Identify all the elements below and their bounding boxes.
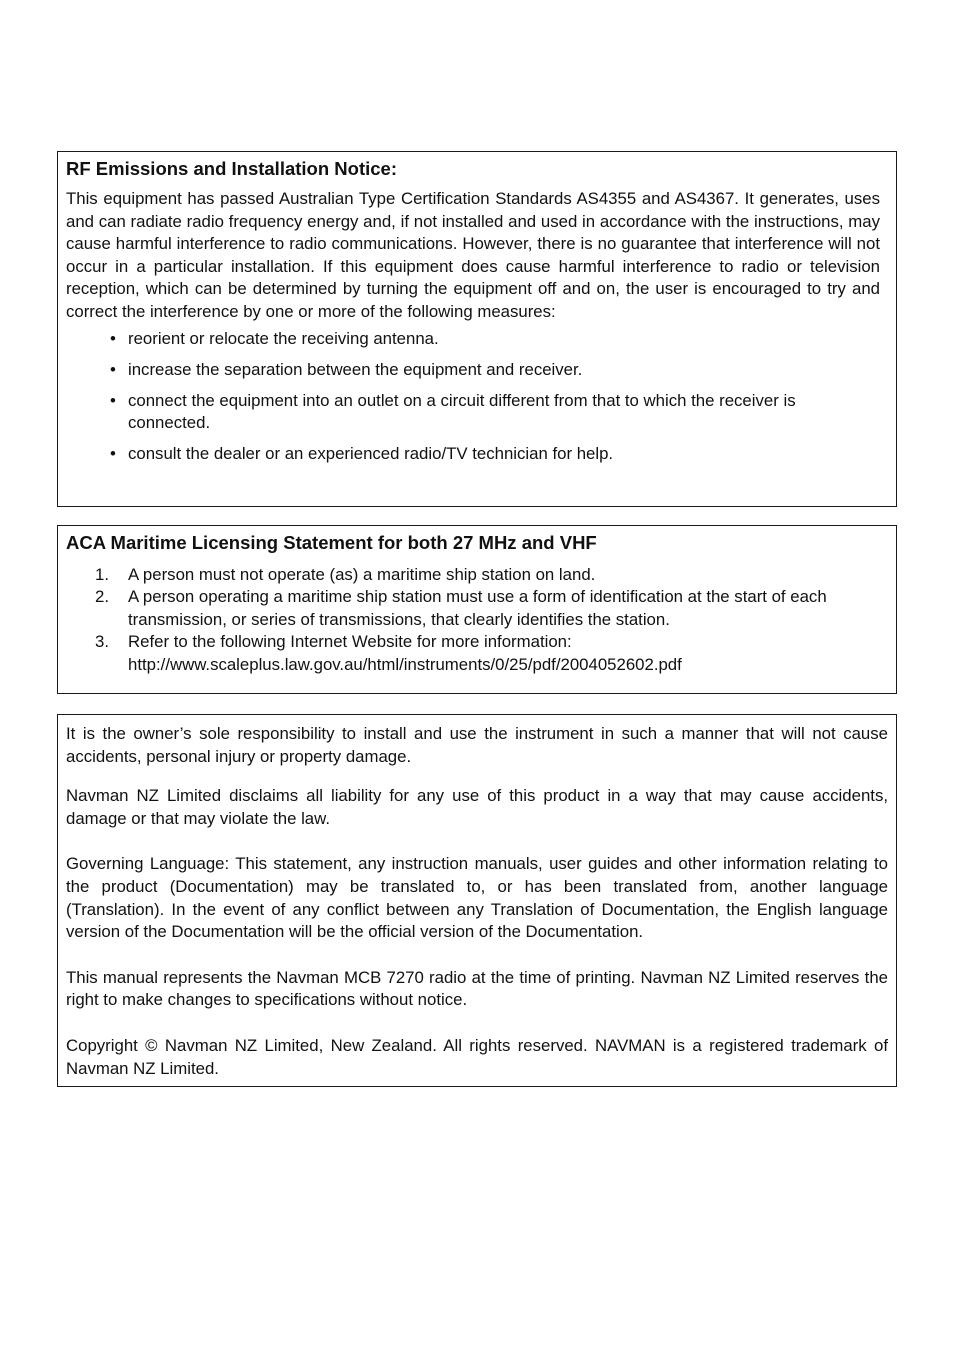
bullet-icon: • [110, 444, 116, 464]
legislation-url-link[interactable]: http://www.scaleplus.law.gov.au/html/instruments/0/25/pdf/2004052602.pdf [128, 654, 682, 674]
list-item [66, 586, 880, 631]
aca-licensing-statement [57, 525, 897, 694]
rf-measures-list [66, 328, 880, 466]
measure-text: increase the separation between the equipment and receiver. [128, 359, 583, 379]
list-item [66, 390, 880, 435]
item-text: A person must not operate (as) a maritime ship station on land. [128, 565, 596, 584]
manual-note-paragraph: This manual represents the Navman MCB 7270 radio at the time of printing. Navman NZ Limited reserves the right to make changes to specifications without notice. [66, 967, 888, 1010]
copyright-paragraph: Copyright © Navman NZ Limited, New Zealand. All rights reserved. NAVMAN is a registered trademark of Navman NZ Limited. [66, 1035, 888, 1078]
bullet-icon: • [110, 328, 116, 348]
list-item [66, 328, 880, 351]
bullet-icon: • [110, 390, 116, 410]
item-text: Refer to the following Internet Website for more information: [128, 632, 572, 652]
disclaimer-paragraph: Navman NZ Limited disclaims all liability for any use of this product in a way that may cause accidents, damage or that may violate the law. [66, 786, 888, 828]
list-item [66, 564, 880, 586]
list-item [66, 359, 880, 382]
governing-language-paragraph: Governing Language: This statement, any instruction manuals, user guides and other information relating to the product (Documentation) may be translated to, or has been translated from, another language (Translation). In the event of any conflict between any Translation of Documentation, the English language version of the Documentation will be the official version of the Documentation. [66, 854, 888, 942]
item-number: 2. [95, 587, 109, 607]
measure-text: consult the dealer or an experienced radio/TV technician for help. [128, 444, 614, 464]
rf-notice-intro: This equipment has passed Australian Type Certification Standards AS4355 and AS4367. It generates, uses and can radiate radio frequency energy and, if not installed and used in accordance with the instructions, may cause harmful interference to radio communications. However, there is no guarantee that interference will not occur in a particular installation. If this equipment does cause harmful interference to radio or television reception, which can be determined by turning the equipment off and on, the user is encouraged to try and correct the interference by one or more of the following measures: [66, 189, 880, 321]
bullet-icon: • [110, 359, 116, 379]
aca-statement-title: ACA Maritime Licensing Statement for both 27 MHz and VHF [66, 532, 597, 553]
measure-text: reorient or relocate the receiving antenna. [128, 328, 439, 348]
measure-text: connect the equipment into an outlet on a circuit different from that to which the receiver is connected. [128, 390, 796, 433]
rf-emissions-notice [57, 151, 897, 507]
item-text: A person operating a maritime ship station must use a form of identification at the start of each transmission, or series of transmissions, that clearly identifies the station. [128, 587, 827, 629]
list-item [66, 443, 880, 466]
responsibility-paragraph: It is the owner’s sole responsibility to install and use the instrument in such a manner that will not cause accidents, personal injury or property damage. [66, 724, 888, 766]
rf-notice-title: RF Emissions and Installation Notice: [66, 158, 397, 179]
aca-rules-list [66, 564, 880, 676]
item-number: 1. [95, 565, 109, 584]
legal-notice [57, 714, 897, 1087]
item-number: 3. [95, 632, 109, 652]
list-item [66, 631, 880, 676]
